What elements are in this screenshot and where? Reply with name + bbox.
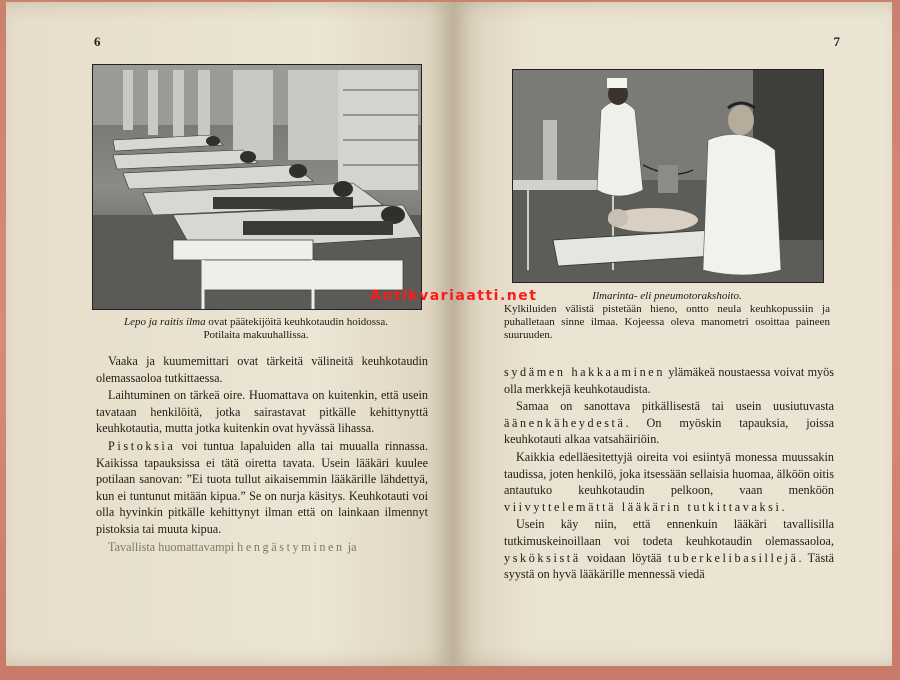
paragraph-text: . On myöskin tapauksia, joissa keuhkotauti alkaa vatsahäiriöin. [504,415,834,447]
caption-line-2: Potilaita makuuhallissa. [203,329,309,341]
spaced-term: tuberkelibasillejä [667,550,799,565]
paragraph [96,438,428,538]
paragraph-text: Usein käy niin, että ennenkuin lääkäri tavallisilla tutkimuskeinoillaan voi todeta keuhkotaudin olemassaoloa, [504,517,834,548]
paragraph-text: voi tuntua lapaluiden alla tai muualla rinnassa. Kaikissa tapauksissa ei tätä oiretta tavata. Usein lääkäri kuulee potilaan sanovan: ”Ei tuota tullut aikaisemmin lääkärille lähdettyä, kun ei tuntunut mitään kipua.” Se on nurja käsitys. Keuhkotauti voi olla hyvinkin pitkälle kehittynyt ilman että on lainkaan ilmennyt pistoksia tai muuta kipua. [96,438,428,536]
left-page [6,2,452,666]
paragraph: Vaaka ja kuumemittari ovat tärkeitä välineitä keuhkotaudin olemassaoloa tutkittaessa. [96,354,428,385]
paragraph-text: . [781,499,785,514]
spaced-term: äänenkäheydestä [504,415,626,430]
page-number-right: 7 [833,34,840,49]
paragraph [504,449,834,515]
right-body-text [504,364,834,584]
right-photo-caption [504,290,830,342]
left-body-text [96,353,428,556]
page-number-left: 6 [94,34,101,49]
right-page [452,2,892,666]
paragraph [96,539,428,556]
spaced-term: viivyttelemättä lääkärin tutkittavaksi [504,499,782,514]
sanatorium-ward-photo [92,64,422,310]
paragraph-text: . Tästä syystä on hyvä lääkärille mennessä viedä [504,550,834,582]
watermark: Antikvariaatti.net [370,288,538,304]
paragraph-text: Kaikkia edelläesitettyjä oireita voi esiintyä monessa muussakin taudissa, joten henkilö, joka itsessään sellaisia huomaa, älköön oitis antautuko keuhkotaudin pelkoon, vaan menköön [504,449,835,498]
paragraph-text: voidaan löytää [580,550,668,565]
paragraph-text: ja [344,539,357,554]
caption-body: Kylkiluiden välistä pistetään hieno, ontto neula keuhkopussiin ja puhalletaan sinne ilmaa. Kojeessa oleva manometri osoittaa paineen suuruuden. [504,303,830,341]
paragraph-text: Tavallista huomattavampi [108,539,238,554]
spaced-term: hengästyminen [237,539,345,554]
paragraph [504,364,834,397]
spaced-term: ysköksistä [504,550,581,565]
spaced-term: sydämen hakkaaminen [504,365,666,379]
caption-italic-part: Lepo ja raitis ilma [124,316,206,328]
paragraph-text: Samaa on sanottava pitkällisestä tai usein uusiutuvasta [516,399,834,414]
left-photo-caption [84,316,428,342]
paragraph: Laihtuminen on tärkeä oire. Huomattava on kuitenkin, että usein tavataan henkilöitä, jotka sairastavat pitkälle kehittynyttä keuhkotautia, mutta jotka kuitenkin ovat hyvässä lihassa. [96,388,428,436]
caption-title: Ilmarinta- eli pneumotorakshoito. [592,290,742,302]
pneumothorax-treatment-photo [512,69,824,283]
paragraph-text: ylämäkeä noustaessa voivat myös olla merkkejä keuhkotaudista. [504,365,834,396]
caption-rest: ovat päätekijöitä keuhkotaudin hoidossa. [205,316,388,328]
paragraph [504,516,834,582]
paragraph [504,398,834,448]
spaced-term: Pistoksia [108,438,176,453]
